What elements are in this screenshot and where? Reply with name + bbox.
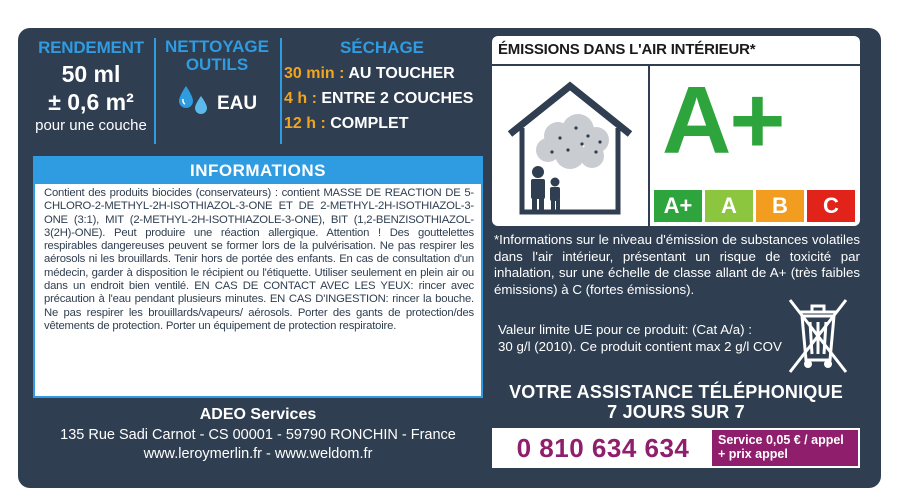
informations-title: INFORMATIONS (35, 158, 481, 184)
informations-box (33, 156, 483, 398)
informations-text: Contient des produits biocides (conservateurs) : contient MASSE DE REACTION DE 5-CHLORO-2-METHYL-2H-ISOTHIAZOL-3-ONE ET DE 2-METHYL-2H-ISOTHIAZOL-3-ONE (3:1), MIT (2-METHYL-2H-ISOTHIAZOLE-3-ONE), BIT (1,2-BENZISOTHIAZOL-3(2H)-ONE). Peut produire une réaction allergique. Attention ! Des gouttelettes respirables dangereuses peuvent se former lors de la pulvérisation. Ne pas respirer les aérosols ni les brouillards. Tenir hors de portée des enfants. En cas de consultation d'un médecin, garder à disposition le récipient ou l'étiquette. Utiliser seulement en plein air ou dans un endroit bien ventilé. EN CAS DE CONTACT AVEC LES YEUX: rincer avec précaution à l'eau pendant plusieurs minutes. EN CAS D'INGESTION: rincer la bouche. Ne pas respirer les brouillards/vapeurs/ aérosols. Porter des gants de protection/des vêtements de protection. Porter un équipement de protection respiratoire. (44, 187, 474, 332)
manufacturer-info (33, 406, 483, 462)
emission-scale (654, 190, 855, 222)
house-icon (500, 76, 640, 223)
nettoyage-subheading: OUTILS (185, 55, 249, 74)
rendement-volume: 50 ml (61, 61, 121, 87)
rendement-note: pour une couche (35, 117, 147, 134)
water-drops-icon (177, 84, 211, 123)
assistance-heading: VOTRE ASSISTANCE TÉLÉPHONIQUE 7 JOURS SUR 7 (509, 382, 843, 422)
scale-b: B (756, 190, 804, 222)
product-label (18, 28, 881, 488)
scale-a-plus: A+ (654, 190, 702, 222)
manufacturer-websites: www.leroymerlin.fr - www.weldom.fr (143, 446, 373, 462)
emission-grade: A+ (662, 67, 784, 174)
emissions-title: ÉMISSIONS DANS L'AIR INTÉRIEUR* (498, 41, 756, 58)
sechage-row: 30 min : AU TOUCHER (284, 65, 455, 82)
emissions-panel (492, 36, 860, 226)
emissions-note: *Informations sur le niveau d'émission de substances volatiles dans l'air intérieur, présentant un risque de toxicité par inhalation, sur une échelle de classe allant de A+ (très faibles émissions) à C (fortes émissions). (494, 232, 860, 297)
phone-banner (492, 428, 860, 468)
voc-limit: Valeur limite UE pour ce produit: (Cat A/a) : 30 g/l (2010). Ce produit contient max 2 g/l COV (498, 322, 782, 354)
scale-a: A (705, 190, 753, 222)
nettoyage-value: EAU (216, 92, 258, 114)
scale-c: C (807, 190, 855, 222)
sechage-row: 4 h : ENTRE 2 COUCHES (284, 90, 474, 107)
nettoyage-heading: NETTOYAGE (165, 37, 269, 56)
rendement-section (32, 38, 150, 134)
phone-number[interactable]: 0 810 634 634 (494, 430, 712, 466)
nettoyage-section (158, 38, 276, 123)
sechage-section (284, 38, 480, 133)
service-cost: Service 0,05 € / appel + prix appel (712, 430, 858, 466)
manufacturer-name: ADEO Services (199, 406, 317, 423)
crossed-bin-icon (786, 294, 850, 383)
rendement-area: ± 0,6 m² (48, 89, 134, 115)
divider (280, 38, 282, 144)
manufacturer-address: 135 Rue Sadi Carnot - CS 00001 - 59790 RONCHIN - France (60, 427, 456, 443)
sechage-row: 12 h : COMPLET (284, 115, 409, 132)
rendement-heading: RENDEMENT (38, 38, 144, 57)
sechage-heading: SÉCHAGE (339, 38, 425, 57)
divider (154, 38, 156, 144)
